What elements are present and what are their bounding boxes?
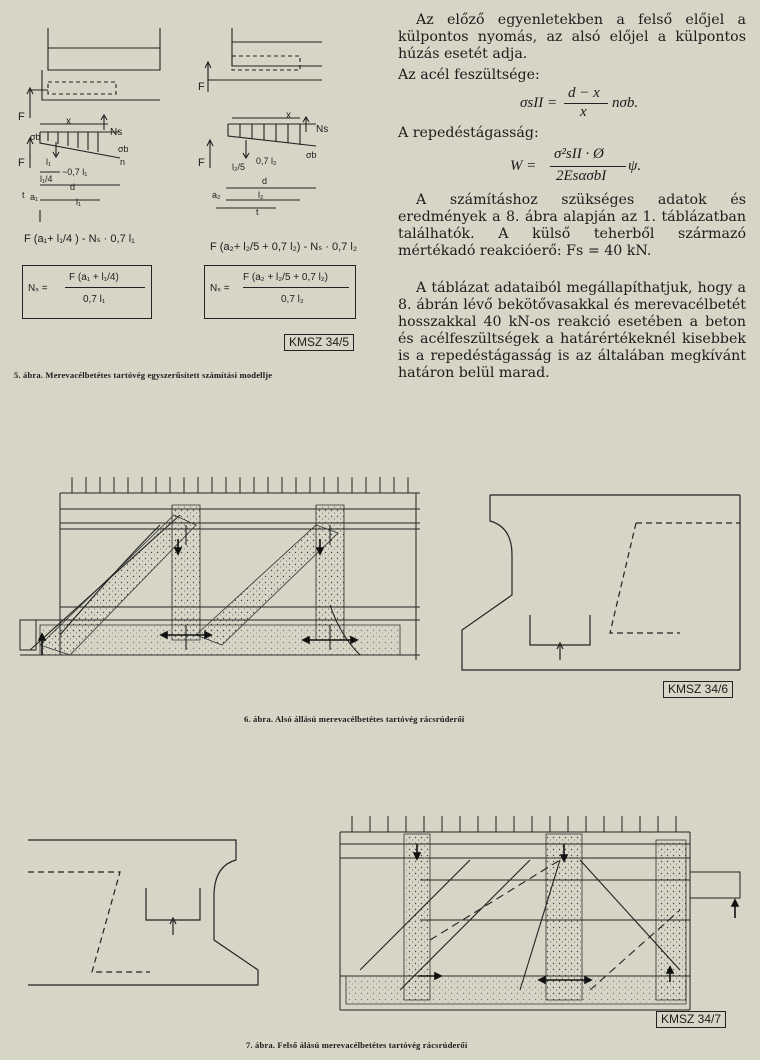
- para-steel-stress: Az acél feszültsége:: [398, 67, 540, 83]
- fig5-formula-left-bar: [65, 287, 145, 288]
- eq2-denominator: 2EsασbI: [556, 168, 607, 184]
- fig5-formula-right-lhs: Nₛ =: [210, 283, 230, 294]
- fig5-formula-right-num: F (a₂ + l₂/5 + 0,7 l₂): [243, 272, 329, 283]
- fig6-caption: 6. ábra. Alsó állású merevacélbetétes tartóvég rácsrúderői: [244, 714, 465, 724]
- fig5-caption: 5. ábra. Merevacélbetétes tartóvég egyszerűsített számítási modellje: [14, 370, 273, 380]
- fig5-l1-top: l₁: [46, 157, 52, 167]
- fig5-equation-right: F (a₂+ l₂/5 + 0,7 l₂) - Nₛ · 0,7 l₂: [210, 241, 358, 253]
- fig5-sigma-right: σb: [306, 150, 317, 160]
- eq1-lhs: σsII =: [520, 95, 558, 111]
- fig5-formula-box-right: [204, 265, 356, 319]
- eq2-bar: [550, 166, 626, 167]
- eq1-numerator: d − x: [568, 85, 600, 101]
- fig5-F-right-top: F: [198, 81, 205, 93]
- fig5-stamp: KMSZ 34/5: [284, 334, 354, 351]
- fig5-d-right: d: [262, 176, 268, 186]
- fig5-n-left: n: [120, 157, 126, 167]
- fig5-F-left-top: F: [18, 111, 25, 123]
- para-data-table: A számításhoz szükséges adatok és eredmények a 8. ábra alapján az 1. táblázatban találhatók. A külső teherből származó mértékadó reakcióerő: Fs = 40 kN.: [398, 192, 746, 259]
- fig5-sigma-n-left: σb: [118, 144, 129, 154]
- fig5-Ns-right: Ns: [316, 124, 329, 135]
- figure-6-drawing: [0, 455, 760, 705]
- fig5-a2: a₂: [212, 190, 221, 200]
- fig5-t-right: t: [256, 207, 259, 217]
- eq1-tail: nσb.: [612, 95, 639, 111]
- fig5-l1-4: l₁/4: [40, 174, 53, 184]
- eq2-tail: ψ.: [628, 158, 642, 174]
- fig5-l2-07: 0,7 l₂: [256, 156, 277, 166]
- fig5-d-left: d: [70, 182, 76, 192]
- eq2-numerator: σ²sII · Ø: [554, 146, 604, 162]
- fig5-l2-bottom: l₂: [258, 190, 264, 200]
- para-crack-width: A repedéstágasság:: [398, 125, 539, 141]
- fig5-formula-left-den: 0,7 l₁: [83, 294, 106, 305]
- equation-steel-stress: [520, 86, 660, 122]
- fig5-formula-right-den: 0,7 l₂: [281, 294, 304, 305]
- fig5-F-right-mid: F: [198, 157, 205, 169]
- eq1-denominator: x: [580, 104, 587, 120]
- figure-7-drawing: [0, 800, 760, 1025]
- fig6-stamp: KMSZ 34/6: [663, 681, 733, 698]
- fig7-stamp: KMSZ 34/7: [656, 1011, 726, 1028]
- fig5-l1-07: ~0,7 l₁: [62, 167, 88, 177]
- eq2-lhs: W =: [510, 158, 537, 174]
- fig5-formula-left-num: F (a₁ + l₁/4): [69, 272, 119, 283]
- fig5-x-left: x: [66, 116, 71, 127]
- fig5-a1: a₁: [30, 192, 39, 202]
- fig5-sigma-left: σb: [30, 132, 41, 142]
- fig5-formula-left-lhs: Nₛ =: [28, 283, 48, 294]
- para-signs: Az előző egyenletekben a felső előjel a külpontos nyomás, az alsó előjel a külpontos húzás esetét adja.: [398, 12, 746, 62]
- fig5-equation-left: F (a₁+ l₁/4 ) - Nₛ · 0,7 l₁: [24, 233, 135, 245]
- fig5-l2-5: l₂/5: [232, 162, 245, 172]
- fig5-formula-right-bar: [243, 287, 349, 288]
- equation-crack-width: [510, 146, 670, 186]
- fig5-l1-bottom: l₁: [76, 197, 82, 207]
- fig5-formula-box-left: [22, 265, 152, 319]
- figure-5-drawing: [0, 0, 380, 380]
- fig5-F-left-mid: F: [18, 157, 25, 169]
- fig5-t-left: t: [22, 190, 25, 200]
- fig5-Ns-left: Ns: [110, 127, 123, 138]
- fig5-x-right: x: [286, 110, 291, 121]
- para-conclusion: A táblázat adataiból megállapíthatjuk, hogy a 8. ábrán lévő bekötővasakkal és merevacélbetét hosszakkal 40 kN-os reakció esetében a beton és acélfeszültségek a határértékeknél kisebbek is a repedéstágasság is az általában megkívánt határon belül marad.: [398, 280, 746, 381]
- fig7-caption: 7. ábra. Felső álású merevacélbetétes tartóvég rácsrúderői: [246, 1040, 468, 1050]
